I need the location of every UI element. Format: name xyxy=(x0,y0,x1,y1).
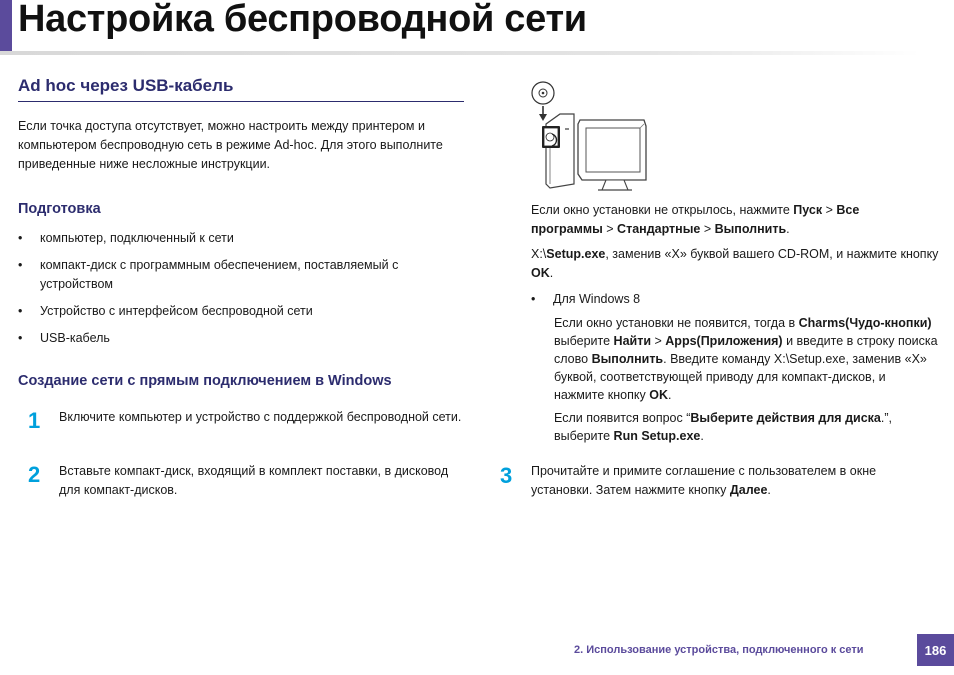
prep-item-device xyxy=(18,302,448,321)
section-heading: Ad hoc через USB-кабель xyxy=(18,76,234,95)
run-instruction xyxy=(531,201,931,239)
win8-instruction xyxy=(554,314,939,404)
choose-action-label: Выберите действия для диска xyxy=(690,411,881,425)
start-menu-label: Пуск xyxy=(793,203,823,217)
next-label: Далее xyxy=(729,483,768,497)
bullet-icon: • xyxy=(18,331,23,345)
windows-heading: Создание сети с прямым подключением в Windows xyxy=(18,373,392,389)
period: . xyxy=(786,222,790,236)
win8-text: и введите в строку поиска слово xyxy=(554,334,938,366)
intro-paragraph: Если точка доступа отсутствует, можно настроить между принтером и компьютером беспроводную сеть в режиме Ad-hoc. Для этого выполните приведенные ниже несложные инструкции. xyxy=(18,119,443,171)
cd-insert-illustration xyxy=(528,76,652,196)
all-programs-label: Все программы xyxy=(531,203,860,236)
separator: > xyxy=(700,222,715,236)
step-2-number: 2 xyxy=(28,462,41,487)
period: . xyxy=(767,483,771,497)
search-label: Найти xyxy=(613,334,652,348)
step-1-text: Включите компьютер и устройство с поддержкой беспроводной сети. xyxy=(59,410,462,424)
prep-heading: Подготовка xyxy=(18,201,101,217)
win8-text: выберите xyxy=(554,334,614,348)
step-3-number: 3 xyxy=(500,463,513,488)
prep-item-text: USB-кабель xyxy=(40,331,110,345)
prep-item-text: компьютер, подключенный к сети xyxy=(40,231,234,245)
title-accent-bar xyxy=(0,0,12,52)
step-2-text: Вставьте компакт-диск, входящий в комплект поставки, в дисковод для компакт-дисков. xyxy=(59,464,449,497)
prep-item-computer xyxy=(18,229,448,248)
period: . xyxy=(667,388,672,402)
setup-instruction xyxy=(531,245,941,283)
ask-text: .”, выберите xyxy=(554,411,892,443)
win8-bullet xyxy=(531,290,931,309)
win8-text: . Введите команду X:\Setup.exe, заменив «X» буквой, соответствующей приводу для компакт-дисков, и нажмите кнопку xyxy=(554,352,927,402)
separator: > xyxy=(822,203,837,217)
drive-prefix: X:\ xyxy=(531,247,547,261)
setup-exe-label: Setup.exe xyxy=(546,247,606,261)
step-1-number: 1 xyxy=(28,408,41,433)
accessories-label: Стандартные xyxy=(617,222,701,236)
ask-text: Если появится вопрос “ xyxy=(554,411,691,425)
charms-label: Charms(Чудо-кнопки) xyxy=(798,316,932,330)
bullet-icon: • xyxy=(18,231,23,245)
bullet-icon: • xyxy=(18,258,23,272)
bullet-icon: • xyxy=(18,304,23,318)
period: . xyxy=(700,429,704,443)
run-label: Выполнить xyxy=(714,222,787,236)
run-label: Выполнить xyxy=(591,352,664,366)
footer-chapter: 2. Использование устройства, подключенного к сети xyxy=(574,644,864,656)
run-text: Если окно установки не открылось, нажмите xyxy=(531,203,794,217)
section-divider xyxy=(18,101,464,102)
win8-label: Для Windows 8 xyxy=(553,292,641,306)
ok-label: OK xyxy=(649,388,668,402)
title-divider xyxy=(0,51,920,55)
prep-item-usb xyxy=(18,329,448,348)
prep-item-cd xyxy=(18,256,448,294)
page-title: Настройка беспроводной сети xyxy=(18,0,587,40)
apps-label: Apps(Приложения) xyxy=(665,334,783,348)
setup-text: , заменив «X» буквой вашего CD-ROM, и нажмите кнопку xyxy=(605,247,939,261)
bullet-icon: • xyxy=(531,292,536,306)
step-3-text xyxy=(531,462,931,500)
separator: > xyxy=(602,222,618,236)
period: . xyxy=(549,266,554,280)
run-setup-label: Run Setup.exe xyxy=(613,429,701,443)
step-3-body: Прочитайте и примите соглашение с пользователем в окне установки. Затем нажмите кнопку xyxy=(531,464,877,497)
page-number: 186 xyxy=(917,634,954,666)
prep-item-text: Устройство с интерфейсом беспроводной сети xyxy=(40,304,313,318)
autoplay-instruction xyxy=(554,409,939,445)
prep-item-text: компакт-диск с программным обеспечением, поставляемый с устройством xyxy=(40,258,399,291)
win8-text: Если окно установки не появится, тогда в xyxy=(554,316,799,330)
separator: > xyxy=(651,334,666,348)
ok-label: OK xyxy=(531,266,550,280)
